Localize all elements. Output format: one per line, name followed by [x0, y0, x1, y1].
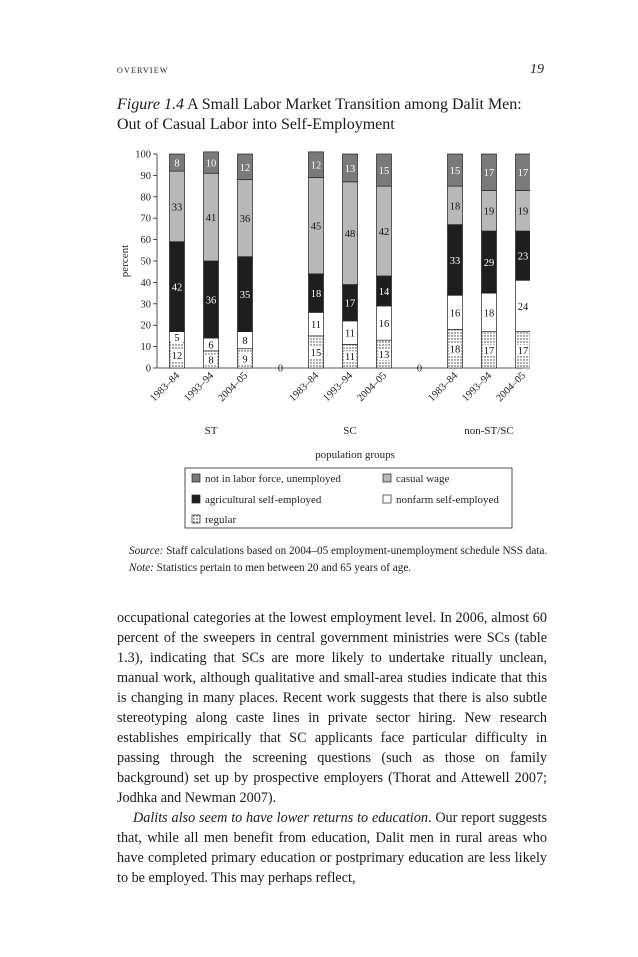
paragraph-2-text: . Our report suggests that, while all men benefit from education, Dalit men in rural areas who have completed primary education or postprimary education are less likely to be employed. This may perhaps reflect,	[117, 810, 548, 886]
legend-label: regular	[205, 514, 237, 526]
page-number: 19	[530, 62, 544, 77]
source-note	[117, 543, 549, 560]
y-tick-label: 0	[145, 363, 151, 375]
source-label: Source:	[129, 545, 164, 557]
x-tick-label: 1993–94	[460, 370, 495, 405]
data-label: 18	[449, 344, 461, 356]
y-tick-label: 80	[140, 192, 151, 204]
data-label: 45	[310, 221, 322, 233]
group-label: non-ST/SC	[464, 425, 514, 437]
legend-label: agricultural self-employed	[205, 494, 322, 506]
note-text: Statistics pertain to men between 20 and 65 years of age.	[156, 561, 412, 574]
data-label: 17	[517, 345, 529, 357]
group-label: ST	[204, 425, 218, 437]
data-label: 17	[483, 168, 495, 180]
data-label: 42	[378, 227, 390, 239]
data-label: 18	[310, 289, 322, 301]
data-label: 18	[449, 201, 461, 213]
data-label: 33	[171, 202, 183, 214]
paragraph-2-emphasis: Dalits also seem to have lower returns to education	[133, 810, 428, 826]
x-tick-label: 1983–84	[287, 370, 322, 405]
data-label: 15	[378, 166, 390, 178]
legend-swatch	[383, 474, 391, 482]
y-tick-label: 10	[140, 342, 151, 354]
x-tick-label: 1993–94	[321, 370, 356, 405]
data-label: 23	[517, 251, 529, 263]
data-label: 14	[378, 286, 390, 298]
data-label: 36	[239, 214, 251, 226]
y-axis-label: percent	[119, 244, 131, 278]
data-label: 6	[208, 340, 214, 352]
x-tick-label: 1983–84	[148, 370, 183, 405]
x-tick-label: 2004–05	[216, 370, 251, 405]
x-tick-label: 1983–84	[426, 370, 461, 405]
x-tick-label: 2004–05	[494, 370, 529, 405]
y-tick-label: 60	[140, 235, 151, 247]
data-label: 29	[483, 258, 495, 270]
data-label: 8	[242, 336, 248, 348]
data-label: 16	[449, 308, 461, 320]
data-label: 11	[344, 352, 356, 364]
data-label: 12	[239, 162, 251, 174]
data-label: 13	[378, 350, 390, 362]
legend-label: not in labor force, unemployed	[205, 473, 341, 485]
running-head-title: overview	[117, 64, 169, 76]
data-label: 33	[449, 255, 461, 267]
x-tick-label: 1993–94	[182, 370, 217, 405]
data-label: 42	[171, 282, 183, 294]
data-label: 16	[378, 319, 390, 331]
data-label: 15	[310, 347, 322, 359]
y-tick-label: 40	[140, 277, 151, 289]
x-axis-label: population groups	[315, 449, 395, 461]
paragraph-1: occupational categories at the lowest employment level. In 2006, almost 60 percent of the sweepers in central government ministries were SCs (table 1.3), indicating that SCs are more likely to undertake ritually unclean, manual work, although qualitative and small-area studies indicate that this is changing in many places. Recent work suggests that there is also subtle stereotyping along caste lines in private sector hiring. New research establishes empirically that SC applicants face particular difficulty in passing through the screening questions (such as those on family background) set up by prospective employers (Thorat and Attewell 2007; Jodhka and Newman 2007).	[117, 610, 547, 806]
data-label: 15	[449, 166, 461, 178]
figure-notes	[117, 543, 549, 576]
y-tick-label: 90	[140, 170, 151, 182]
data-label: 9	[242, 354, 248, 366]
running-head	[117, 64, 544, 82]
group-label: SC	[343, 425, 357, 437]
y-tick-label: 30	[140, 299, 151, 311]
figure-number: Figure 1.4	[117, 96, 184, 113]
gap-zero-label: 0	[416, 363, 423, 375]
x-tick-label: 2004–05	[355, 370, 390, 405]
data-label: 5	[174, 332, 180, 344]
data-label: 19	[483, 206, 495, 218]
gap-zero-label: 0	[277, 363, 284, 375]
legend-swatch	[383, 495, 391, 503]
note-label: Note:	[129, 561, 154, 574]
source-text: Staff calculations based on 2004–05 employment-unemployment schedule NSS data.	[166, 545, 548, 557]
legend-label: nonfarm self-employed	[396, 494, 499, 506]
data-label: 35	[239, 290, 251, 302]
data-label: 17	[344, 298, 356, 310]
data-label: 11	[344, 328, 356, 340]
data-label: 17	[483, 345, 495, 357]
data-label: 48	[344, 229, 356, 241]
y-tick-label: 50	[140, 256, 151, 268]
y-tick-label: 20	[140, 320, 151, 332]
data-label: 17	[517, 168, 529, 180]
note	[117, 560, 549, 577]
data-label: 8	[208, 355, 214, 367]
legend-label: casual wage	[396, 473, 450, 485]
data-label: 11	[310, 320, 322, 332]
y-tick-label: 100	[135, 149, 151, 161]
legend-swatch	[192, 495, 200, 503]
data-label: 19	[517, 206, 529, 218]
body-text	[117, 608, 547, 888]
data-label: 12	[171, 351, 183, 363]
figure-caption	[117, 95, 547, 135]
figure-title: A Small Labor Market Transition among Dalit Men: Out of Casual Labor into Self-Employment	[117, 96, 522, 133]
y-tick-label: 70	[140, 213, 151, 225]
data-label: 13	[344, 163, 356, 175]
data-label: 8	[174, 158, 180, 170]
stacked-bar-chart	[100, 140, 530, 535]
legend-swatch	[192, 474, 200, 482]
legend-swatch	[192, 515, 200, 523]
data-label: 10	[205, 158, 217, 170]
paragraph-2	[117, 808, 547, 888]
data-label: 41	[205, 213, 217, 225]
data-label: 24	[517, 301, 529, 313]
data-label: 12	[310, 160, 322, 172]
data-label: 18	[483, 308, 495, 320]
data-label: 36	[205, 295, 217, 307]
